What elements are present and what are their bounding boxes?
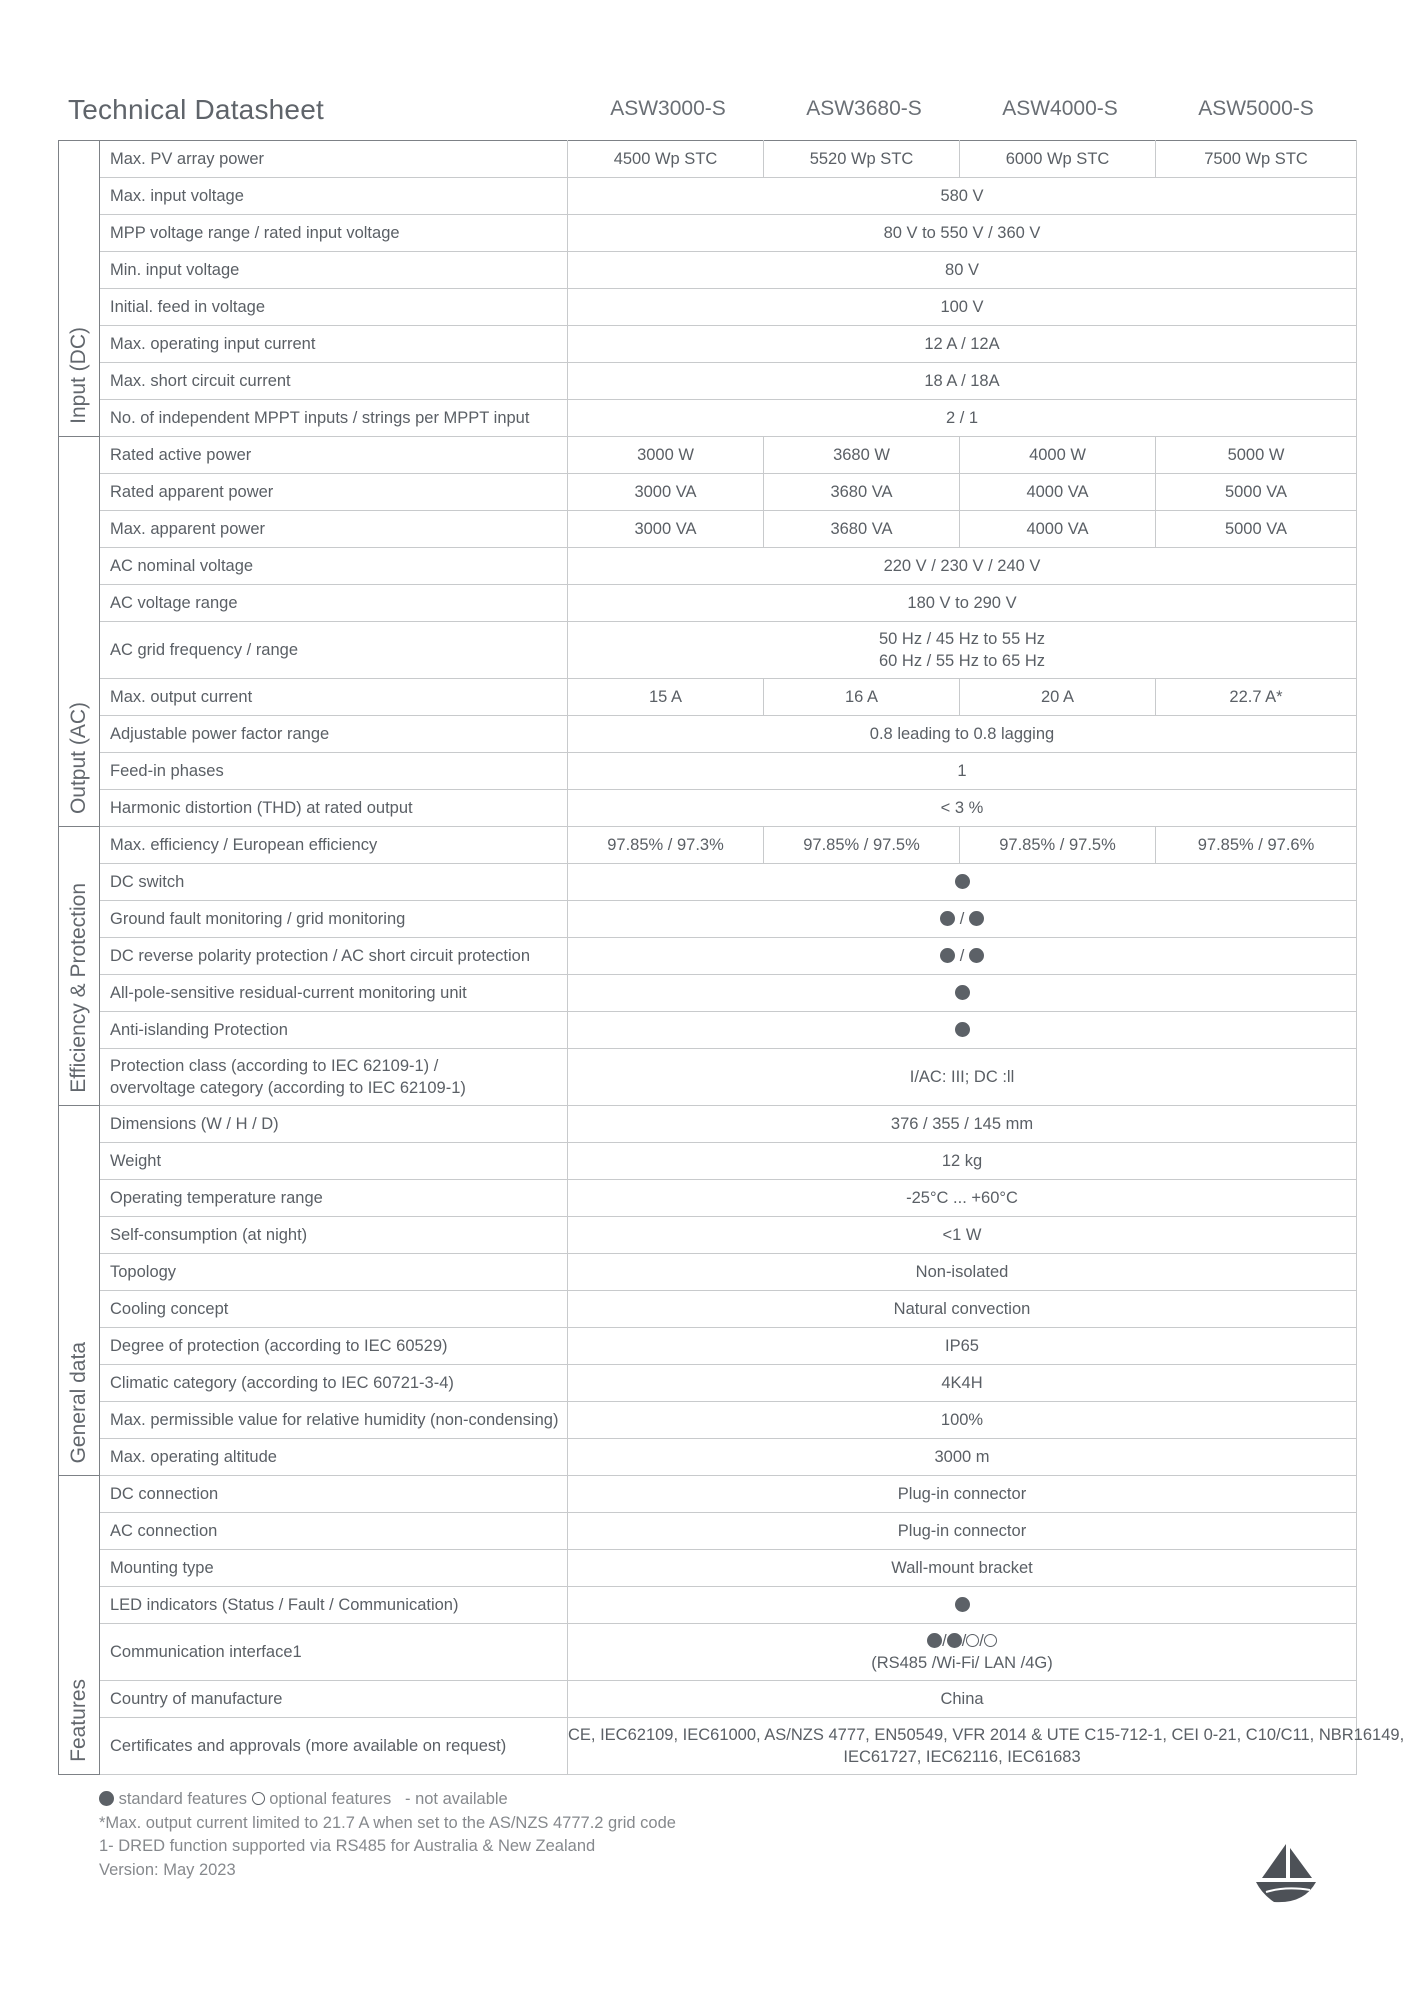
spec-value xyxy=(568,548,1357,585)
table-row xyxy=(59,901,1357,938)
spec-value xyxy=(568,1291,1357,1328)
spec-value xyxy=(568,864,1357,901)
spec-value-3: 20 A xyxy=(960,679,1156,716)
spec-value xyxy=(568,901,1357,938)
table-row xyxy=(59,363,1357,400)
spec-label-text: Topology xyxy=(110,1263,177,1281)
model-header-1: ASW3000-S xyxy=(610,97,726,120)
spec-label xyxy=(100,1143,568,1180)
spec-value xyxy=(568,1476,1357,1513)
spec-label xyxy=(100,1439,568,1476)
spec-label-text: Degree of protection (according to IEC 60529) xyxy=(110,1337,448,1355)
table-row xyxy=(59,1106,1357,1143)
separator-slash: / xyxy=(955,910,969,928)
spec-label xyxy=(100,679,568,716)
spec-value-text: Plug-in connector xyxy=(897,1522,1027,1540)
standard-feature-dot-icon xyxy=(947,1633,962,1648)
standard-feature-dot-icon xyxy=(940,911,955,926)
table-row xyxy=(59,1328,1357,1365)
spec-label-text: Max. operating altitude xyxy=(110,1448,277,1466)
spec-value xyxy=(568,1012,1357,1049)
spec-label xyxy=(100,178,568,215)
spec-value-text: 50 Hz / 45 Hz to 55 Hz xyxy=(879,630,1045,648)
symbol-group xyxy=(568,1594,1356,1616)
separator-slash: / xyxy=(961,1632,967,1650)
spec-label xyxy=(100,827,568,864)
spec-value-2: 97.85% / 97.5% xyxy=(764,827,960,864)
spec-label-text: Certificates and approvals (more available on request) xyxy=(110,1737,507,1755)
symbol-group xyxy=(568,1019,1356,1041)
spec-value-4: 97.85% / 97.6% xyxy=(1156,827,1357,864)
spec-label-text: Mounting type xyxy=(110,1559,214,1577)
spec-value xyxy=(568,400,1357,437)
spec-label xyxy=(100,1049,568,1106)
spec-label-text: Max. apparent power xyxy=(110,520,266,538)
spec-value-text: 0.8 leading to 0.8 lagging xyxy=(869,725,1055,743)
section-label: General data xyxy=(67,1341,90,1463)
table-row xyxy=(59,141,1357,178)
spec-label-text: Max. efficiency / European efficiency xyxy=(110,836,378,854)
table-row xyxy=(59,753,1357,790)
spec-label-text: Max. operating input current xyxy=(110,335,316,353)
standard-feature-dot-icon xyxy=(969,911,984,926)
spec-value xyxy=(568,1106,1357,1143)
spec-label-text: Protection class (according to IEC 62109-1) / xyxy=(110,1057,439,1075)
spec-value xyxy=(568,622,1357,679)
spec-label xyxy=(100,437,568,474)
spec-value-2: 3680 VA xyxy=(764,474,960,511)
table-row xyxy=(59,1476,1357,1513)
spec-label-text: AC voltage range xyxy=(110,594,238,612)
spec-value-2: 3680 W xyxy=(764,437,960,474)
legend-optional: optional features xyxy=(269,1790,392,1808)
table-row xyxy=(59,1681,1357,1718)
spec-label xyxy=(100,289,568,326)
spec-label-text: Adjustable power factor range xyxy=(110,725,330,743)
spec-label-text: Operating temperature range xyxy=(110,1189,323,1207)
spec-value xyxy=(568,1439,1357,1476)
spec-label xyxy=(100,1254,568,1291)
spec-label xyxy=(100,1550,568,1587)
table-row xyxy=(59,178,1357,215)
standard-feature-dot-icon xyxy=(969,948,984,963)
spec-value xyxy=(568,1049,1357,1106)
spec-value-text: 18 A / 18A xyxy=(924,372,1000,390)
spec-label xyxy=(100,1513,568,1550)
spec-value-text: 100 V xyxy=(940,298,984,316)
spec-value-text: 12 A / 12A xyxy=(924,335,1000,353)
standard-feature-dot-icon xyxy=(955,874,970,889)
table-row xyxy=(59,1291,1357,1328)
table-row xyxy=(59,1143,1357,1180)
spec-label xyxy=(100,1624,568,1681)
spec-label xyxy=(100,326,568,363)
standard-feature-dot-icon xyxy=(955,1597,970,1612)
spec-value xyxy=(568,252,1357,289)
spec-label xyxy=(100,252,568,289)
section-label: Output (AC) xyxy=(67,701,90,814)
table-row xyxy=(59,585,1357,622)
spec-table xyxy=(58,140,1405,1775)
spec-value-3: 6000 Wp STC xyxy=(960,141,1156,178)
spec-value xyxy=(568,1550,1357,1587)
spec-label xyxy=(100,363,568,400)
spec-label xyxy=(100,1681,568,1718)
spec-value xyxy=(568,790,1357,827)
spec-label-text: AC connection xyxy=(110,1522,218,1540)
spec-label-text: Max. permissible value for relative humidity (non-condensing) xyxy=(110,1411,559,1429)
spec-label-text: Min. input voltage xyxy=(110,261,240,279)
spec-value xyxy=(568,215,1357,252)
table-row xyxy=(59,215,1357,252)
separator-slash: / xyxy=(955,947,969,965)
spec-label xyxy=(100,141,568,178)
spec-value-text: 12 kg xyxy=(941,1152,983,1170)
spec-value-4: 7500 Wp STC xyxy=(1156,141,1357,178)
spec-label-text: Max. PV array power xyxy=(110,150,265,168)
spec-label-text: MPP voltage range / rated input voltage xyxy=(110,224,400,242)
spec-value-text: Natural convection xyxy=(893,1300,1031,1318)
spec-label xyxy=(100,901,568,938)
spec-value-text-line2: IEC61727, IEC62116, IEC61683 xyxy=(843,1748,1081,1766)
spec-value-3: 4000 VA xyxy=(960,474,1156,511)
table-row xyxy=(59,1587,1357,1624)
spec-label-text: Dimensions (W / H / D) xyxy=(110,1115,279,1133)
spec-value-2: 5520 Wp STC xyxy=(764,141,960,178)
table-row xyxy=(59,1624,1357,1681)
legend-line xyxy=(99,1788,676,1812)
spec-value-text: 100% xyxy=(940,1411,984,1429)
standard-feature-dot-icon xyxy=(955,1022,970,1037)
standard-feature-dot-icon xyxy=(955,985,970,1000)
footnotes xyxy=(99,1788,676,1882)
table-row xyxy=(59,474,1357,511)
spec-value xyxy=(568,1365,1357,1402)
table-row xyxy=(59,400,1357,437)
page-title: Technical Datasheet xyxy=(68,94,324,125)
spec-label xyxy=(100,1718,568,1775)
spec-label xyxy=(100,1402,568,1439)
spec-label-text: Rated active power xyxy=(110,446,252,464)
table-row xyxy=(59,1254,1357,1291)
spec-label-text: Max. output current xyxy=(110,688,253,706)
model-header-3: ASW4000-S xyxy=(1002,97,1118,120)
spec-value-text: 220 V / 230 V / 240 V xyxy=(883,557,1041,575)
standard-symbol-icon xyxy=(99,1791,114,1806)
spec-label xyxy=(100,215,568,252)
spec-label-text: AC nominal voltage xyxy=(110,557,254,575)
spec-value-1: 3000 VA xyxy=(568,511,764,548)
spec-value-text: I/AC: III; DC :ll xyxy=(909,1068,1015,1086)
optional-symbol-icon xyxy=(252,1792,265,1805)
spec-label-text: Ground fault monitoring / grid monitoring xyxy=(110,910,406,928)
spec-value xyxy=(568,938,1357,975)
spec-value xyxy=(568,326,1357,363)
spec-label-text: DC connection xyxy=(110,1485,219,1503)
spec-value-text: China xyxy=(940,1690,984,1708)
spec-value xyxy=(568,1624,1357,1681)
spec-label-text: Harmonic distortion (THD) at rated output xyxy=(110,799,413,817)
spec-label xyxy=(100,1180,568,1217)
spec-value-text: 2 / 1 xyxy=(945,409,979,427)
spec-label xyxy=(100,1328,568,1365)
spec-value xyxy=(568,1513,1357,1550)
spec-value-text: Non-isolated xyxy=(915,1263,1009,1281)
spec-value-text: 1 xyxy=(957,762,967,780)
standard-feature-dot-icon xyxy=(927,1633,942,1648)
spec-label-text: AC grid frequency / range xyxy=(110,641,299,659)
table-row xyxy=(59,326,1357,363)
spec-table-body xyxy=(59,141,1405,1775)
symbol-group xyxy=(568,1630,1356,1652)
spec-label-text: Self-consumption (at night) xyxy=(110,1226,308,1244)
section-header-cell xyxy=(59,1106,100,1476)
spec-value-1: 3000 W xyxy=(568,437,764,474)
spec-value xyxy=(568,1143,1357,1180)
table-row xyxy=(59,622,1357,679)
spec-label xyxy=(100,1587,568,1624)
table-row xyxy=(59,252,1357,289)
optional-feature-circle-icon xyxy=(984,1634,997,1647)
spec-value-text: 80 V to 550 V / 360 V xyxy=(883,224,1041,242)
spec-value-text: Plug-in connector xyxy=(897,1485,1027,1503)
spec-label xyxy=(100,1012,568,1049)
spec-label xyxy=(100,975,568,1012)
spec-value-text: 3000 m xyxy=(934,1448,990,1466)
spec-value xyxy=(568,1217,1357,1254)
spec-value-3: 4000 W xyxy=(960,437,1156,474)
spec-label-text: Rated apparent power xyxy=(110,483,274,501)
spec-label-text: Cooling concept xyxy=(110,1300,229,1318)
spec-label-text: Weight xyxy=(110,1152,162,1170)
spec-label xyxy=(100,1217,568,1254)
table-row xyxy=(59,716,1357,753)
spec-label xyxy=(100,864,568,901)
optional-feature-circle-icon xyxy=(966,1634,979,1647)
spec-value-text: CE, IEC62109, IEC61000, AS/NZS 4777, EN50549, VFR 2014 & UTE C15-712-1, CEI 0-21, C10/C11, NBR16149, xyxy=(568,1726,1405,1744)
table-row xyxy=(59,1718,1357,1775)
table-row xyxy=(59,827,1357,864)
table-row xyxy=(59,679,1357,716)
spec-value-1: 4500 Wp STC xyxy=(568,141,764,178)
spec-label xyxy=(100,716,568,753)
spec-label xyxy=(100,548,568,585)
spec-value-4: 5000 VA xyxy=(1156,511,1357,548)
spec-label-text: Anti-islanding Protection xyxy=(110,1021,288,1039)
spec-value-text: -25°C ... +60°C xyxy=(906,1189,1018,1207)
spec-value-text: 376 / 355 / 145 mm xyxy=(890,1115,1034,1133)
spec-value-1: 3000 VA xyxy=(568,474,764,511)
spec-label-text: Initial. feed in voltage xyxy=(110,298,266,316)
section-label: Features xyxy=(67,1679,90,1762)
separator-slash: / xyxy=(979,1632,984,1650)
spec-value-text-line2: 60 Hz / 55 Hz to 65 Hz xyxy=(879,652,1045,670)
spec-label-text: LED indicators (Status / Fault / Communication) xyxy=(110,1596,459,1614)
spec-value xyxy=(568,1328,1357,1365)
spec-value-text: IP65 xyxy=(945,1337,979,1355)
section-header-cell xyxy=(59,437,100,827)
footnote-max-output: *Max. output current limited to 21.7 A when set to the AS/NZS 4777.2 grid code xyxy=(99,1813,676,1832)
spec-label-text: Communication interface1 xyxy=(110,1643,302,1661)
table-row xyxy=(59,548,1357,585)
spec-value-2: 3680 VA xyxy=(764,511,960,548)
spec-value xyxy=(568,1587,1357,1624)
spec-value-4: 22.7 A* xyxy=(1156,679,1357,716)
spec-label xyxy=(100,622,568,679)
table-row xyxy=(59,1439,1357,1476)
spec-value xyxy=(568,1180,1357,1217)
spec-value-4: 5000 VA xyxy=(1156,474,1357,511)
spec-value-text: 80 V xyxy=(945,261,979,279)
spec-label-text: All-pole-sensitive residual-current monitoring unit xyxy=(110,984,467,1002)
footnote-dred: 1- DRED function supported via RS485 for Australia & New Zealand xyxy=(99,1837,596,1855)
spec-label-text: No. of independent MPPT inputs / strings per MPPT input xyxy=(110,409,530,427)
spec-value-3: 97.85% / 97.5% xyxy=(960,827,1156,864)
spec-value-text-line2: (RS485 /Wi-Fi/ LAN /4G) xyxy=(871,1654,1053,1672)
spec-label-text: Feed-in phases xyxy=(110,762,224,780)
table-row xyxy=(59,289,1357,326)
spec-label xyxy=(100,753,568,790)
spec-value-text: <1 W xyxy=(942,1226,982,1244)
spec-label xyxy=(100,1106,568,1143)
table-row xyxy=(59,1012,1357,1049)
separator-slash: / xyxy=(942,1632,947,1650)
symbol-group xyxy=(568,908,1356,930)
section-header-cell xyxy=(59,141,100,437)
table-row xyxy=(59,1365,1357,1402)
symbol-group xyxy=(568,945,1356,967)
spec-value-3: 4000 VA xyxy=(960,511,1156,548)
section-header-cell xyxy=(59,827,100,1106)
spec-value xyxy=(568,178,1357,215)
spec-value-text: < 3 % xyxy=(940,799,984,817)
spec-value-text: Wall-mount bracket xyxy=(891,1559,1033,1577)
model-header-4: ASW5000-S xyxy=(1198,97,1314,120)
table-row xyxy=(59,437,1357,474)
model-header-2: ASW3680-S xyxy=(806,97,922,120)
spec-value xyxy=(568,1254,1357,1291)
spec-label-text: Max. short circuit current xyxy=(110,372,291,390)
spec-label xyxy=(100,400,568,437)
legend-not-available: - not available xyxy=(404,1790,508,1808)
table-row xyxy=(59,1550,1357,1587)
table-row xyxy=(59,1180,1357,1217)
spec-label-text: DC reverse polarity protection / AC short circuit protection xyxy=(110,947,531,965)
table-row xyxy=(59,1513,1357,1550)
spec-value-4: 5000 W xyxy=(1156,437,1357,474)
spec-value-2: 16 A xyxy=(764,679,960,716)
symbol-group xyxy=(568,982,1356,1004)
legend-standard: standard features xyxy=(118,1790,248,1808)
spec-label-text-line2: overvoltage category (according to IEC 62109-1) xyxy=(110,1079,466,1097)
table-row xyxy=(59,1049,1357,1106)
spec-label xyxy=(100,938,568,975)
spec-label-text: Climatic category (according to IEC 60721-3-4) xyxy=(110,1374,454,1392)
spec-label-text: Country of manufacture xyxy=(110,1690,283,1708)
spec-value xyxy=(568,716,1357,753)
spec-value xyxy=(568,363,1357,400)
spec-label xyxy=(100,585,568,622)
section-label: Input (DC) xyxy=(67,327,90,424)
spec-label xyxy=(100,511,568,548)
spec-label xyxy=(100,1476,568,1513)
standard-feature-dot-icon xyxy=(940,948,955,963)
spec-label-text: Max. input voltage xyxy=(110,187,244,205)
table-row xyxy=(59,1217,1357,1254)
table-row xyxy=(59,864,1357,901)
spec-value xyxy=(568,1681,1357,1718)
spec-value-text: 180 V to 290 V xyxy=(907,594,1017,612)
table-row xyxy=(59,938,1357,975)
spec-value xyxy=(568,585,1357,622)
symbol-group xyxy=(568,871,1356,893)
spec-value xyxy=(568,289,1357,326)
table-row xyxy=(59,975,1357,1012)
spec-value-1: 15 A xyxy=(568,679,764,716)
spec-value-1: 97.85% / 97.3% xyxy=(568,827,764,864)
table-row xyxy=(59,511,1357,548)
sail-logo-icon xyxy=(1252,1842,1320,1910)
spec-label-text: DC switch xyxy=(110,873,185,891)
spec-value-text: 4K4H xyxy=(941,1374,983,1392)
spec-value xyxy=(568,1402,1357,1439)
spec-label xyxy=(100,790,568,827)
spec-value xyxy=(568,1718,1405,1775)
spec-value xyxy=(568,975,1357,1012)
spec-label xyxy=(100,1291,568,1328)
spec-value xyxy=(568,753,1357,790)
spec-label xyxy=(100,474,568,511)
footnote-version: Version: May 2023 xyxy=(99,1860,236,1879)
spec-value-text: 580 V xyxy=(940,187,984,205)
table-row xyxy=(59,790,1357,827)
section-header-cell xyxy=(59,1476,100,1775)
spec-label xyxy=(100,1365,568,1402)
section-label: Efficiency & Protection xyxy=(67,883,90,1093)
table-row xyxy=(59,1402,1357,1439)
